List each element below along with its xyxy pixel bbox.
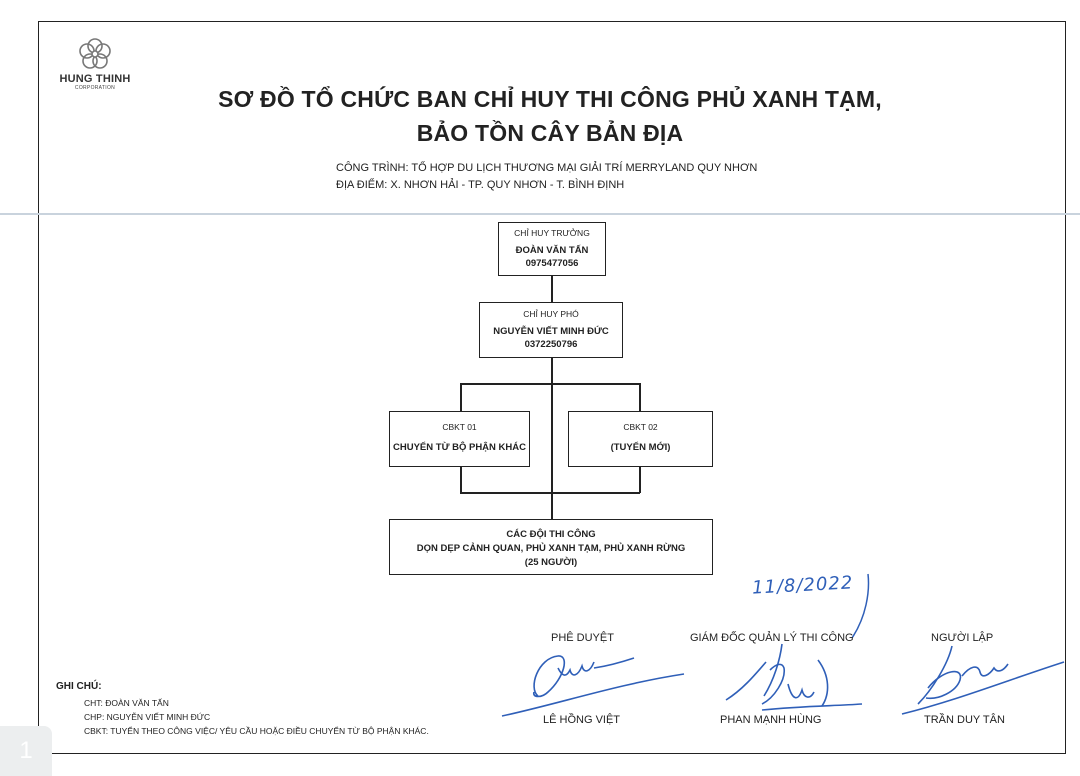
commander-phone: 0975477056 [525,258,579,269]
cbkt2-box [568,411,713,467]
deputy-phone: 0372250796 [524,339,578,350]
deputy-box [479,302,623,358]
commander-box [498,222,606,276]
logo-name: HUNG THINH [59,73,131,85]
approve-name: LÊ HỒNG VIỆT [543,714,621,726]
preparer-signature-icon [898,640,1068,720]
connector-right-top [639,383,641,412]
connector-deputy-down [551,357,553,520]
teams-box [389,519,713,575]
approve-signature-icon [498,648,688,723]
commander-role: CHỈ HUY TRƯỞNG [514,228,590,238]
director-signature-icon [722,640,872,720]
notes-heading: GHI CHÚ: [56,681,102,692]
preparer-name: TRẦN DUY TÂN [924,714,1005,726]
cbkt1-role: CBKT 01 [442,422,477,432]
deputy-name: NGUYỄN VIẾT MINH ĐỨC [493,326,609,337]
page-number-badge[interactable]: 1 [0,726,52,776]
notes-line: CBKT: TUYỂN THEO CÔNG VIỆC/ YÊU CẦU HOẶC ĐIỀU CHUYỂN TỪ BỘ PHẬN KHÁC. [84,726,429,736]
document-title-line2: BẢO TỒN CÂY BẢN ĐỊA [416,120,684,146]
connector-top-bar [460,383,640,385]
notes-section [56,681,429,738]
teams-count: (25 NGƯỜI) [524,557,578,568]
teams-desc: DỌN DẸP CẢNH QUAN, PHỦ XANH TẠM, PHỦ XANH RỪNG [416,543,686,554]
scan-line [0,213,1080,215]
deputy-role: CHỈ HUY PHÓ [523,309,579,319]
logo-subtitle: CORPORATION [74,85,116,91]
connector-left-top [460,383,462,412]
flower-logo-icon [77,36,113,72]
cbkt2-desc: (TUYỂN MỚI) [610,442,671,453]
director-name: PHAN MẠNH HÙNG [720,714,822,726]
company-logo [50,36,140,91]
cbkt1-box [389,411,530,467]
teams-title: CÁC ĐỘI THI CÔNG [506,529,596,540]
commander-name: ĐOÀN VĂN TẤN [515,245,589,256]
connector-left-bottom [460,466,462,493]
cbkt2-role: CBKT 02 [623,422,658,432]
location-line: ĐỊA ĐIỂM: X. NHƠN HẢI - TP. QUY NHƠN - T. BÌNH ĐỊNH [336,179,625,191]
director-label: GIÁM ĐỐC QUẢN LÝ THI CÔNG [690,632,854,644]
connector-commander-deputy [551,275,553,303]
document-title-line1: SƠ ĐỒ TỔ CHỨC BAN CHỈ HUY THI CÔNG PHỦ XANH TẠM, [218,86,882,112]
connector-bottom-bar [460,492,640,494]
notes-line: CHT: ĐOÀN VĂN TẤN [84,698,169,708]
handwritten-date: 11/8/2022 [751,572,854,599]
preparer-label: NGƯỜI LẬP [931,632,994,644]
notes-line: CHP: NGUYỄN VIẾT MINH ĐỨC [84,712,211,722]
project-line: CÔNG TRÌNH: TỔ HỢP DU LỊCH THƯƠNG MẠI GIẢI TRÍ MERRYLAND QUY NHƠN [336,162,758,174]
cbkt1-desc: CHUYỂN TỪ BỘ PHẬN KHÁC [393,442,526,453]
connector-right-bottom [639,466,641,493]
approve-label: PHÊ DUYỆT [551,632,614,644]
